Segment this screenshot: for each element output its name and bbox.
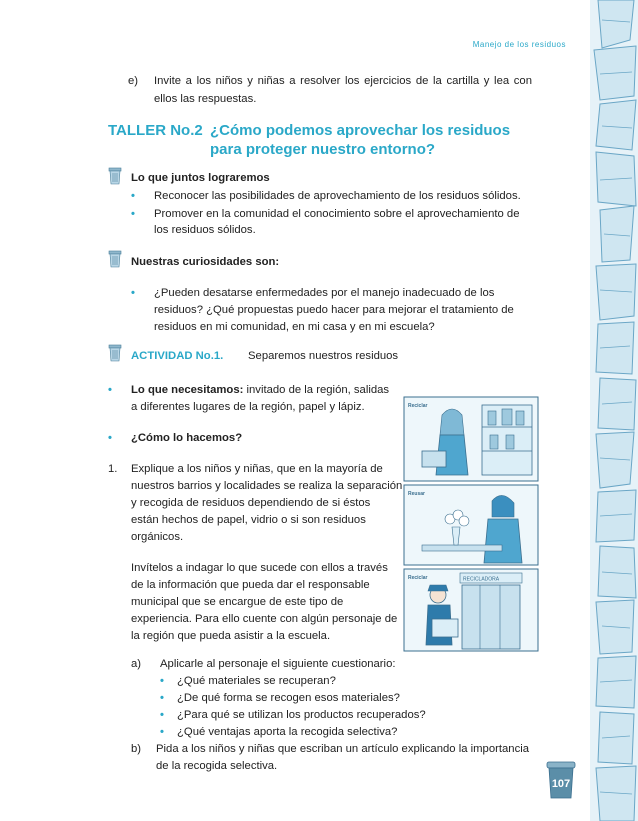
step1-para2-line: la región que pueda asistir a la escuela. <box>131 630 331 642</box>
bullet-icon: • <box>108 432 112 444</box>
question-item: ¿Qué ventajas aporta la recogida selectiva? <box>177 726 398 738</box>
illustration-sign: RECICLADORA <box>463 576 500 583</box>
necesitamos-text1: invitado de la región, salidas <box>246 384 390 396</box>
illustration-label: Reciclar <box>408 403 428 409</box>
actividad-title: Separemos nuestros residuos <box>248 350 399 362</box>
step1-line: y recogida de residuos dependiendo de si éstos <box>131 497 371 509</box>
list-marker: e) <box>128 75 139 87</box>
bullet-icon: • <box>160 692 164 704</box>
item-e-text: Invite a los niños y niñas a resolver los ejercicios de la cartilla y lea con ellos las respuestas. <box>154 75 532 105</box>
illustration-label: Reciclar <box>408 575 428 581</box>
bullet-icon: • <box>160 675 164 687</box>
bullet-icon: • <box>108 384 112 396</box>
necesitamos-line1 <box>131 381 389 399</box>
step1-line: están hechos de papel, vidrio o si son residuos <box>131 514 366 526</box>
illustration-label: Reusar <box>408 491 425 497</box>
bullet-icon: • <box>131 190 135 202</box>
taller-label: TALLER No.2 <box>108 122 203 139</box>
lograremos-item-2-line1: Promover en la comunidad el conocimiento sobre el aprovechamiento de <box>154 208 520 220</box>
curiosidades-line2: residuos? ¿Qué propuestas puedo hacer para mejorar el tratamiento de <box>154 304 514 316</box>
sub-a-text: Aplicarle al personaje el siguiente cuestionario: <box>160 658 396 670</box>
bullet-icon: • <box>160 709 164 721</box>
lograremos-item-1: Reconocer las posibilidades de aprovechamiento de los residuos sólidos. <box>154 190 521 202</box>
necesitamos-label: Lo que necesitamos: <box>131 384 244 396</box>
actividad-label: ACTIVIDAD No.1. <box>131 350 224 362</box>
recycling-illustration <box>402 395 540 653</box>
step1-line: orgánicos. <box>131 531 184 543</box>
step1-para2-line: de la información que pueda dar el responsable <box>131 579 370 591</box>
sub-b-line1: Pida a los niños y niñas que escriban un artículo explicando la importancia <box>156 743 530 755</box>
question-item: ¿De qué forma se recogen esos materiales? <box>177 692 400 704</box>
trash-can-icon <box>108 344 122 362</box>
sub-b-line2: de la recogida selectiva. <box>156 760 278 772</box>
step-marker: 1. <box>108 463 118 475</box>
decorative-bottles-border <box>590 0 638 821</box>
curiosidades-heading: Nuestras curiosidades son: <box>131 256 280 268</box>
trash-can-icon <box>108 167 122 185</box>
sub-a-marker: a) <box>131 658 142 670</box>
taller-title-line1: ¿Cómo podemos aprovechar los residuos <box>210 122 511 139</box>
page-number-badge <box>544 760 578 800</box>
necesitamos-line2: a diferentes lugares de la región, papel y lápiz. <box>131 401 365 413</box>
hacemos-label: ¿Cómo lo hacemos? <box>131 432 243 444</box>
lograremos-heading: Lo que juntos lograremos <box>131 172 270 184</box>
bullet-icon: • <box>160 726 164 738</box>
trash-can-icon <box>108 250 122 268</box>
question-item: ¿Qué materiales se recuperan? <box>177 675 336 687</box>
bullet-icon: • <box>131 208 135 220</box>
lograremos-item-2-line2: los residuos sólidos. <box>154 224 256 236</box>
running-header: Manejo de los residuos <box>472 40 566 49</box>
curiosidades-line3: residuos en mi comunidad, en mi casa y en mi escuela? <box>154 321 435 333</box>
curiosidades-line1: ¿Pueden desatarse enfermedades por el manejo inadecuado de los <box>154 287 495 299</box>
bullet-icon: • <box>131 287 135 299</box>
question-item: ¿Para qué se utilizan los productos recuperados? <box>177 709 426 721</box>
step1-para2-line: experiencia. Para ello cuente con algún personaje de <box>131 613 398 625</box>
step1-line: Explique a los niños y niñas, que en la mayoría de <box>131 463 383 475</box>
taller-title-line2: para proteger nuestro entorno? <box>210 141 436 158</box>
step1-para2-line: municipal que se encargue de este tipo de <box>131 596 344 608</box>
step1-line: nuestros barrios y localidades se realiza la separación <box>131 480 403 492</box>
step1-para2-line: Invítelos a indagar lo que sucede con ellos a través <box>131 562 388 574</box>
sub-b-marker: b) <box>131 743 142 755</box>
page-number: 107 <box>551 778 571 790</box>
